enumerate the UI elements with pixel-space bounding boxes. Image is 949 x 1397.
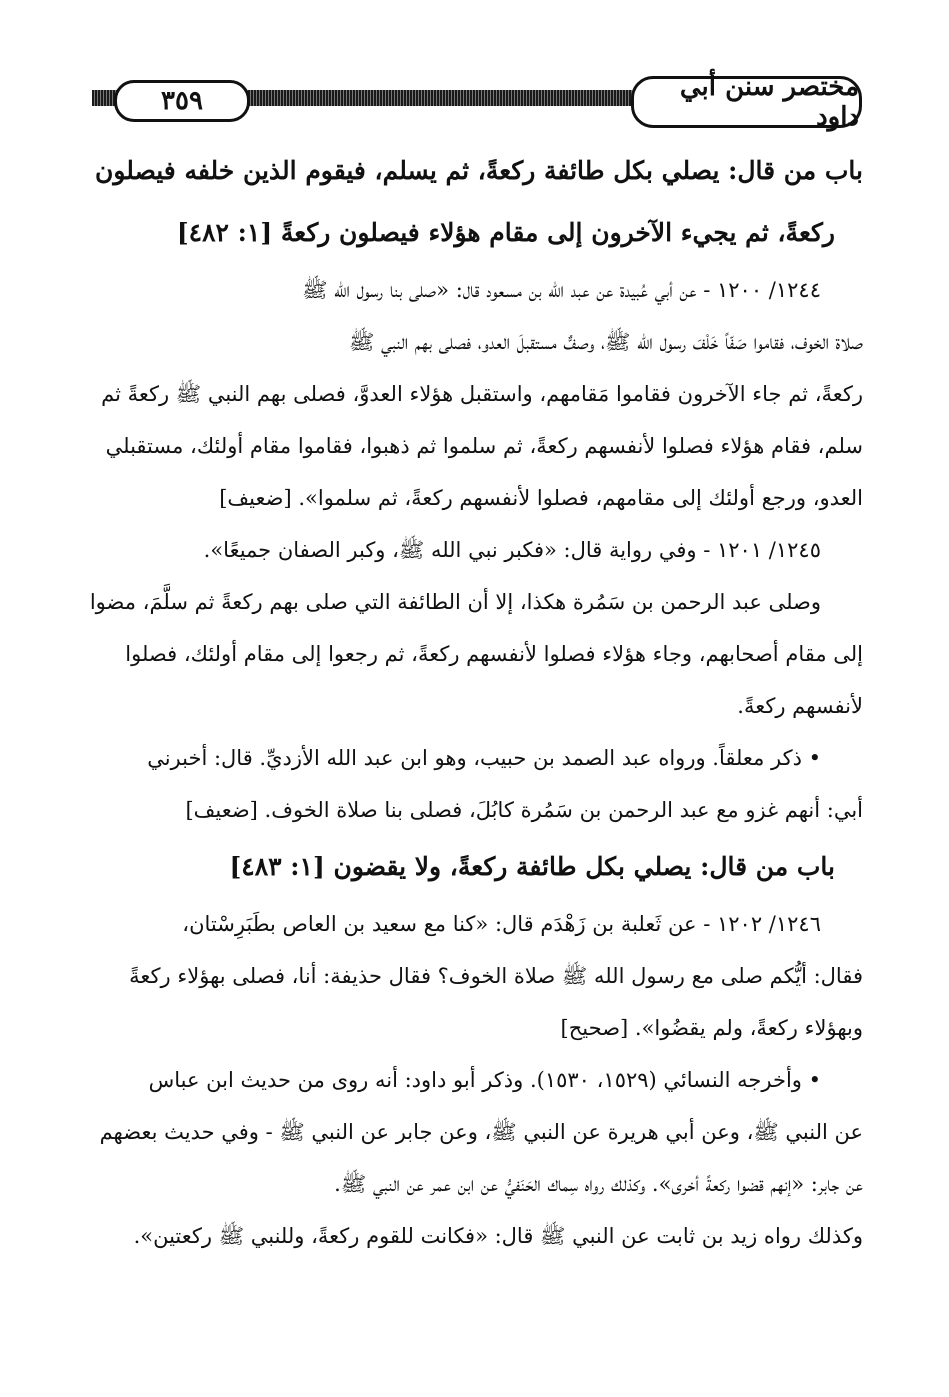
hadith-text: وبهؤلاء ركعةً، ولم يقضُوا». [صحيح] [560,1016,863,1040]
page-header [92,68,862,132]
commentary-text: وكذلك رواه زيد بن ثابت عن النبي ﷺ قال: «فكانت للقوم ركعةً، وللنبي ﷺ ركعتين». [133,1224,863,1248]
hadith-text: صلاة الخوف، فقاموا صَفّاً خَلْفَ رسول الله ﷺ، وصفٌّ مستقبلَ العدو، فصلى بهم النبي ﷺ [349,330,863,354]
chapter-heading: ركعةً، ثم يجيء الآخرون إلى مقام هؤلاء فيصلون ركعةً [١: ٤٨٢] [176,218,835,247]
commentary-text: عن جابر: «إنهم قضوا ركعةً أخرى». وكذلك رواه سِماك الحَنَفيُّ عن ابن عمر عن النبي ﷺ. [334,1172,863,1196]
hadith-text: ١٢٤٥/ ١٢٠١ - وفي رواية قال: «فكبر نبي الله ﷺ، وكبر الصفان جميعًا». [203,538,821,562]
commentary-text: • وأخرجه النسائي (١٥٢٩، ١٥٣٠). وذكر أبو داود: أنه روى من حديث ابن عباس [148,1068,821,1092]
commentary-text: • ذكر معلقاً. ورواه عبد الصمد بن حبيب، وهو ابن عبد الله الأزديِّ. قال: أخبرني [147,746,821,770]
page-body [78,140,863,1262]
hadith-text: العدو، ورجع أولئك إلى مقامهم، فصلوا لأنفسهم ركعةً، ثم سلموا». [ضعيف] [219,486,863,510]
book-title: مختصر سنن أبي داود [631,76,862,128]
narration-text: وصلى عبد الرحمن بن سَمُرة هكذا، إلا أن الطائفة التي صلى بهم ركعةً ثم سلَّمَ، مضوا [89,590,821,614]
hadith-text: ركعةً، ثم جاء الآخرون فقاموا مَقامهم، واستقبل هؤلاء العدوَّ، فصلى بهم النبي ﷺ ركعةً ثم [101,382,863,406]
narration-text: لأنفسهم ركعةً. [737,694,863,718]
hadith-text: سلم، فقام هؤلاء فصلوا لأنفسهم ركعةً، ثم سلموا ثم ذهبوا، فقاموا مقام أولئك، مستقبلي [105,434,863,458]
chapter-heading: باب من قال: يصلي بكل طائفة ركعةً، ولا يقضون [١: ٤٨٣] [229,852,835,881]
narration-text: إلى مقام أصحابهم، وجاء هؤلاء فصلوا لأنفسهم ركعةً، ثم رجعوا إلى مقام أولئك، فصلوا [125,642,863,666]
hadith-text: فقال: أيُّكم صلى مع رسول الله ﷺ صلاة الخوف؟ فقال حذيفة: أنا، فصلى بهؤلاء ركعةً [129,964,863,988]
hadith-text: ١٢٤٤/ ١٢٠٠ - عن أبي عُبيدة عن عبد الله بن مسعود قال: «صلى بنا رسول الله ﷺ [302,278,821,302]
page-number: ٣٥٩ [114,80,250,122]
hadith-text: ١٢٤٦/ ١٢٠٢ - عن ثَعلبة بن زَهْدَم قال: «كنا مع سعيد بن العاص بطَبَرِسْتان، [182,912,821,936]
commentary-text: عن النبي ﷺ، وعن أبي هريرة عن النبي ﷺ، وعن جابر عن النبي ﷺ - وفي حديث بعضهم [99,1120,863,1144]
commentary-text: أبي: أنهم غزو مع عبد الرحمن بن سَمُرة كابُلَ، فصلى بنا صلاة الخوف. [ضعيف] [185,798,863,822]
chapter-heading: باب من قال: يصلي بكل طائفة ركعةً، ثم يسلم، فيقوم الذين خلفه فيصلون [95,156,863,185]
